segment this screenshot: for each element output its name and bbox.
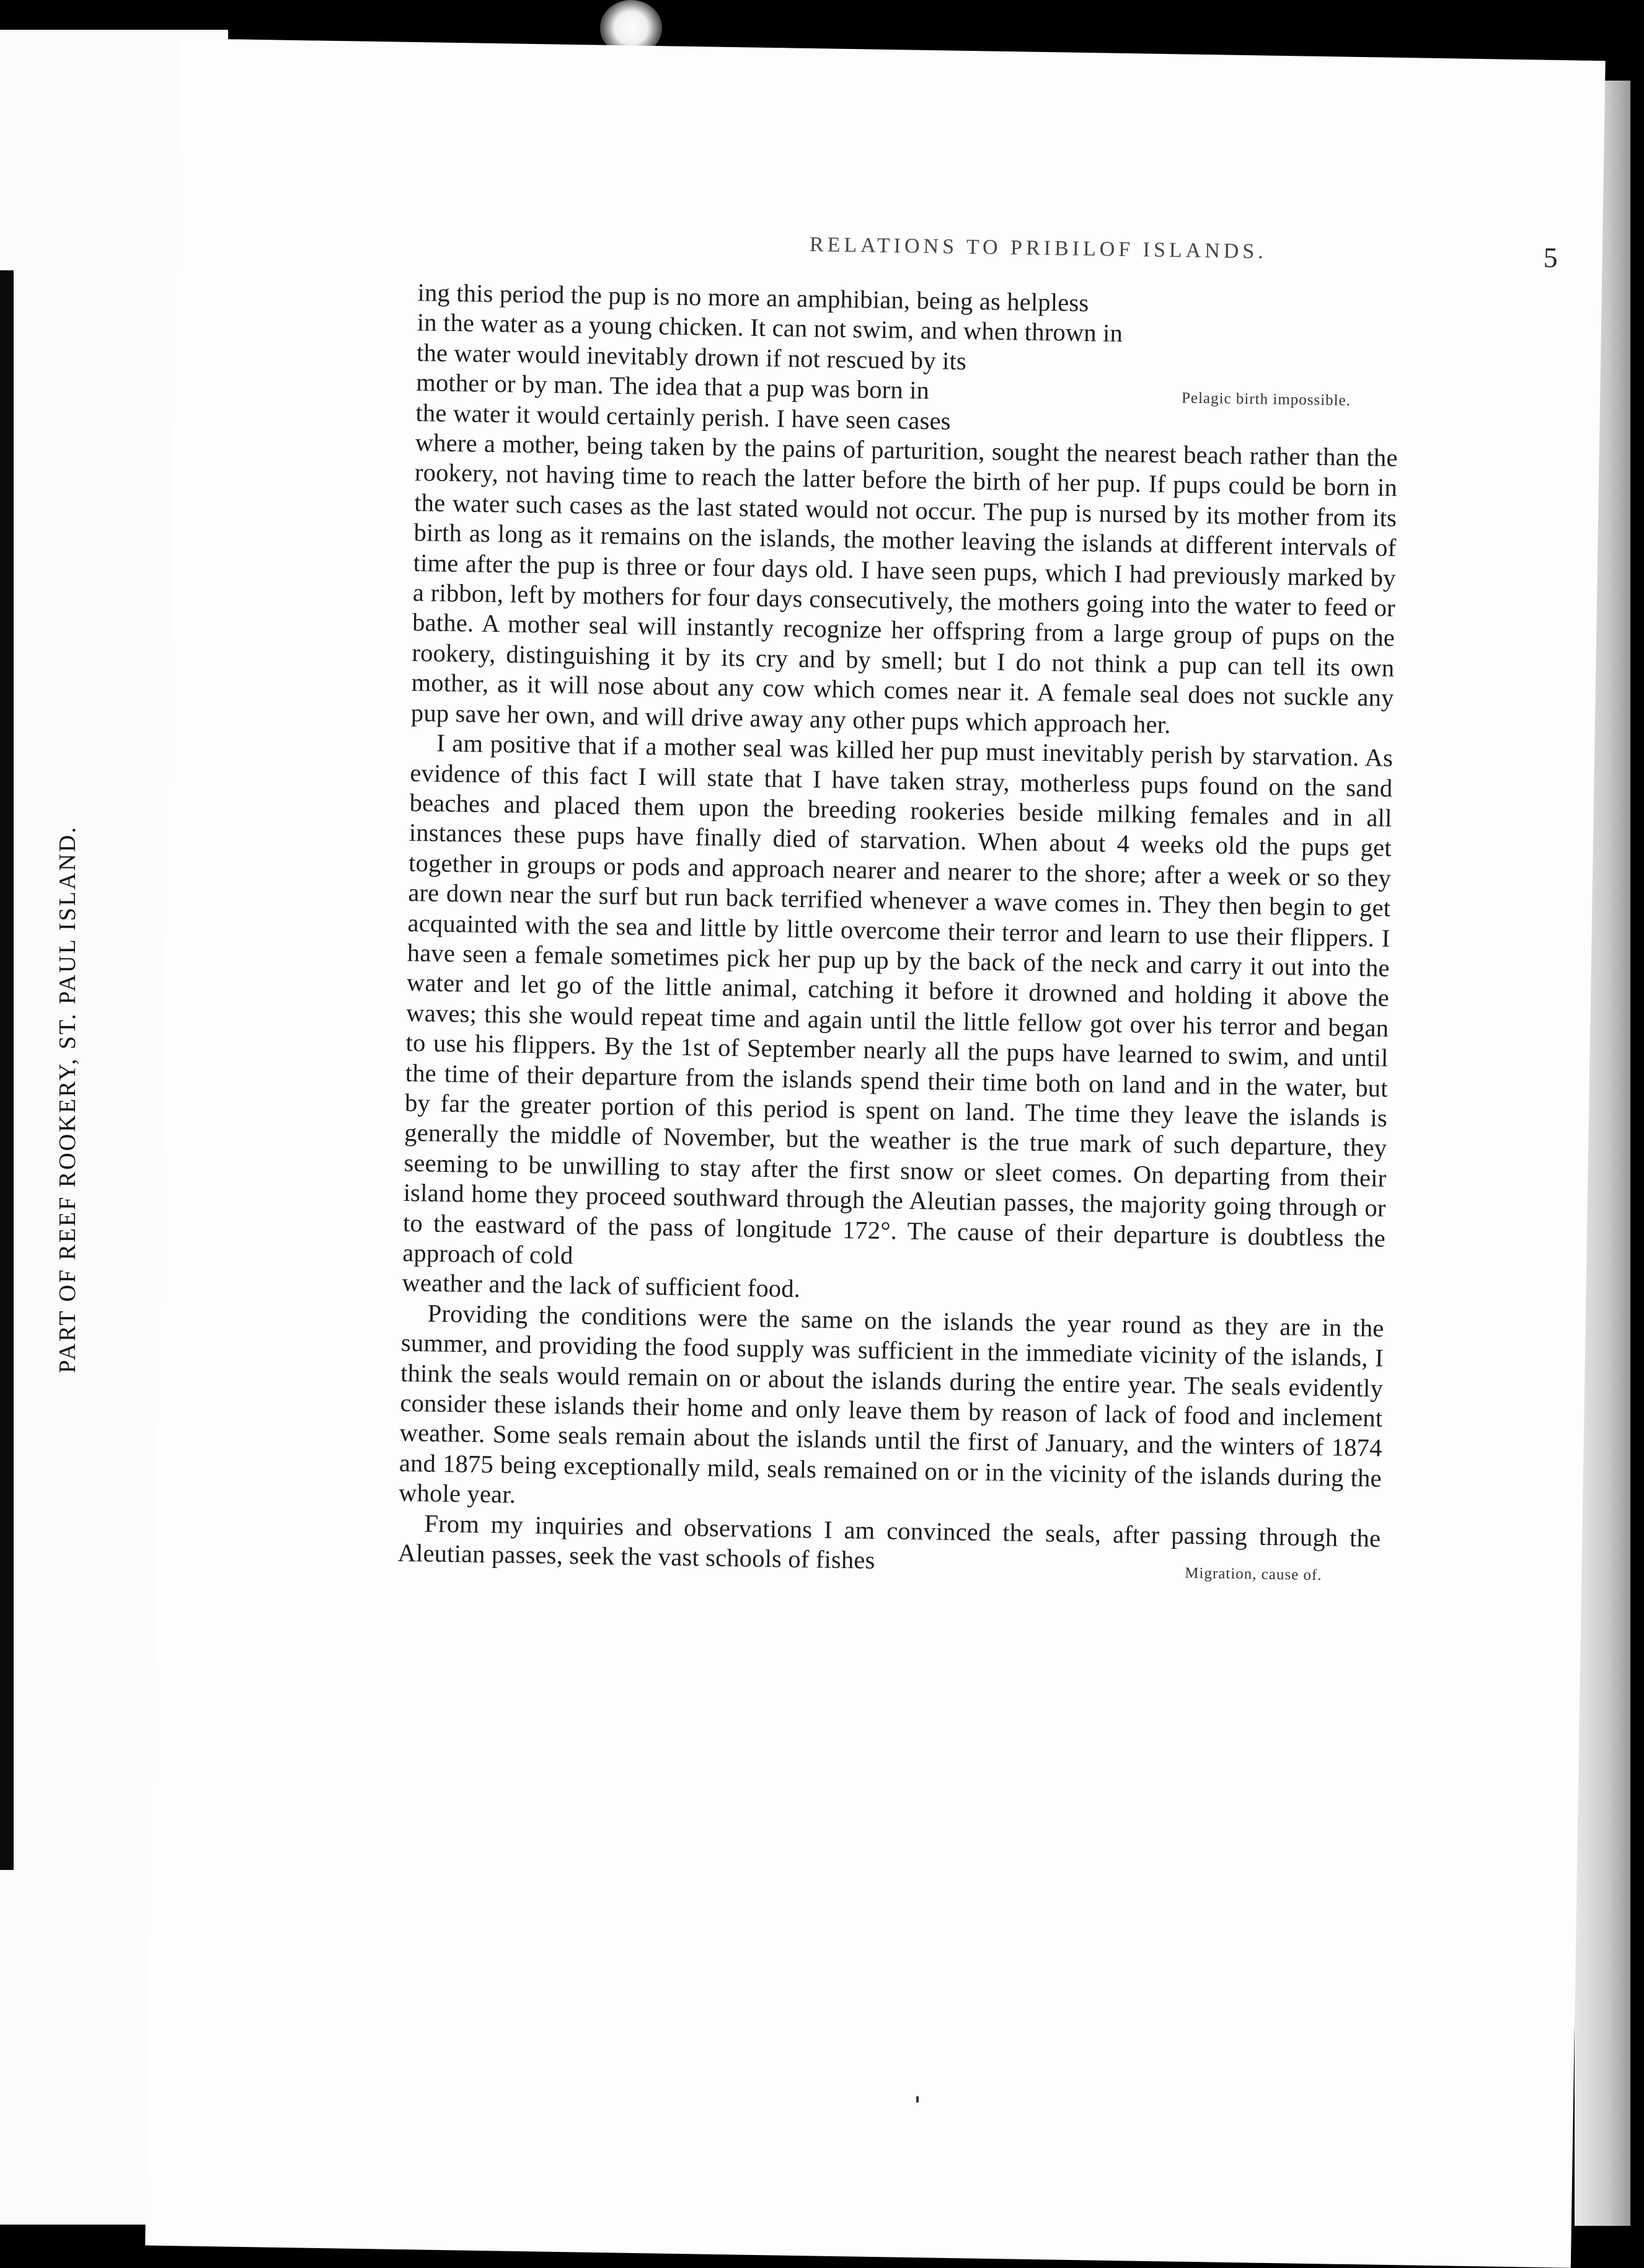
- plate-caption: PART OF REEF ROOKERY, ST. PAUL ISLAND.: [55, 825, 81, 1373]
- paragraph: I am positive that if a mother seal was killed her pup must inevitably perish by starvation. As evidence of this fact I will state that I have taken stray, motherless pups found on the sand beaches and placed them upon the breeding rookeries beside milking females and in all instances these pups have finally died of starvation. When about 4 weeks old the pups get together in groups or pods and approach nearer and nearer to the shore; after a week or so they are down near the surf but run back terrified whenever a wave comes in. They then begin to get acquainted with the sea and little by little overcome their terror and learn to use their flippers. I have seen a female sometimes pick her pup up by the back of the neck and carry it out into the water and let go of the little animal, catching it before it drowned and holding it above the waves; this she would repeat time and again until the little fellow got over his terror and began to use his flippers. By the 1st of September nearly all the pups have learned to swim, and until the time of their departure from the islands spend their time both on land and in the water, but by far the greater portion of this period is spent on land. The time they leave the islands is generally the middle of November, but the weather is the true mark of such departure, they seeming to be unwilling to stay after the first snow or sleet comes. On departing from their island home they proceed southward through the Aleutian passes, the majority going through or to the eastward of the pass of longitude 172°. The cause of their departure is doubtless the approach of cold: [402, 729, 1394, 1270]
- intro-line: ing this period the pup is no more an amphibian, being as helpless: [417, 278, 1089, 317]
- migration-line: weather and the lack of sufficient food.: [402, 1269, 801, 1303]
- paragraph: From my inquiries and observations I am convinced the seals, after passing through the Aleutian passes, seek the vast schools of fishes: [397, 1509, 1381, 1574]
- plate-caption-container: [40, 805, 95, 1394]
- body-text: [397, 278, 1400, 1584]
- sidenote-migration: Migration, cause of.: [1185, 1564, 1322, 1584]
- book-page: [145, 38, 1606, 2268]
- scan-speck: [916, 2096, 919, 2102]
- intro-line: in the water as a young chicken. It can not swim, and when thrown in: [417, 308, 1123, 348]
- running-header: RELATIONS TO PRIBILOF ISLANDS.: [809, 233, 1268, 264]
- intro-line: mother or by man. The idea that a pup was born in: [415, 368, 930, 405]
- paragraph: where a mother, being taken by the pains of parturition, sought the nearest beach rather than the rookery, not having time to reach the latter before the birth of her pup. If pups could be born in the water such cases as the last stated would not occur. The pup is nursed by its mother from its birth as long as it remains on the islands, the mother leaving the islands at different intervals of time after the pup is three or four days old. I have seen pups, which I had previously marked by a ribbon, left by mothers for four days consecutively, the mothers going into the water to feed or bathe. A mother seal will instantly recognize her offspring from a large group of pups on the rookery, distinguishing it by its cry and by smell; but I do not think a pup can tell its own mother, as it will nose about any cow which comes near it. A female seal does not suckle any pup save her own, and will drive away any other pups which approach her.: [410, 428, 1398, 738]
- intro-line: the water it would certainly perish. I have seen cases: [415, 398, 952, 435]
- sidenote-pelagic-birth: Pelagic birth impossible.: [1181, 389, 1351, 409]
- page-number: 5: [1543, 241, 1558, 273]
- plate-illustration-edge: [0, 270, 14, 1870]
- intro-line: the water would inevitably drown if not rescued by its: [416, 338, 967, 375]
- paragraph: Providing the conditions were the same on the islands the year round as they are in the summer, and providing the food supply was sufficient in the immediate vicinity of the islands, I think the seals would remain on or about the islands during the entire year. The seals evidently consider these islands their home and only leave them by reason of lack of food and inclement weather. Some seals remain about the islands until the first of January, and the winters of 1874 and 1875 being exceptionally mild, seals remained on or in the vicinity of the islands during the whole year.: [398, 1299, 1384, 1509]
